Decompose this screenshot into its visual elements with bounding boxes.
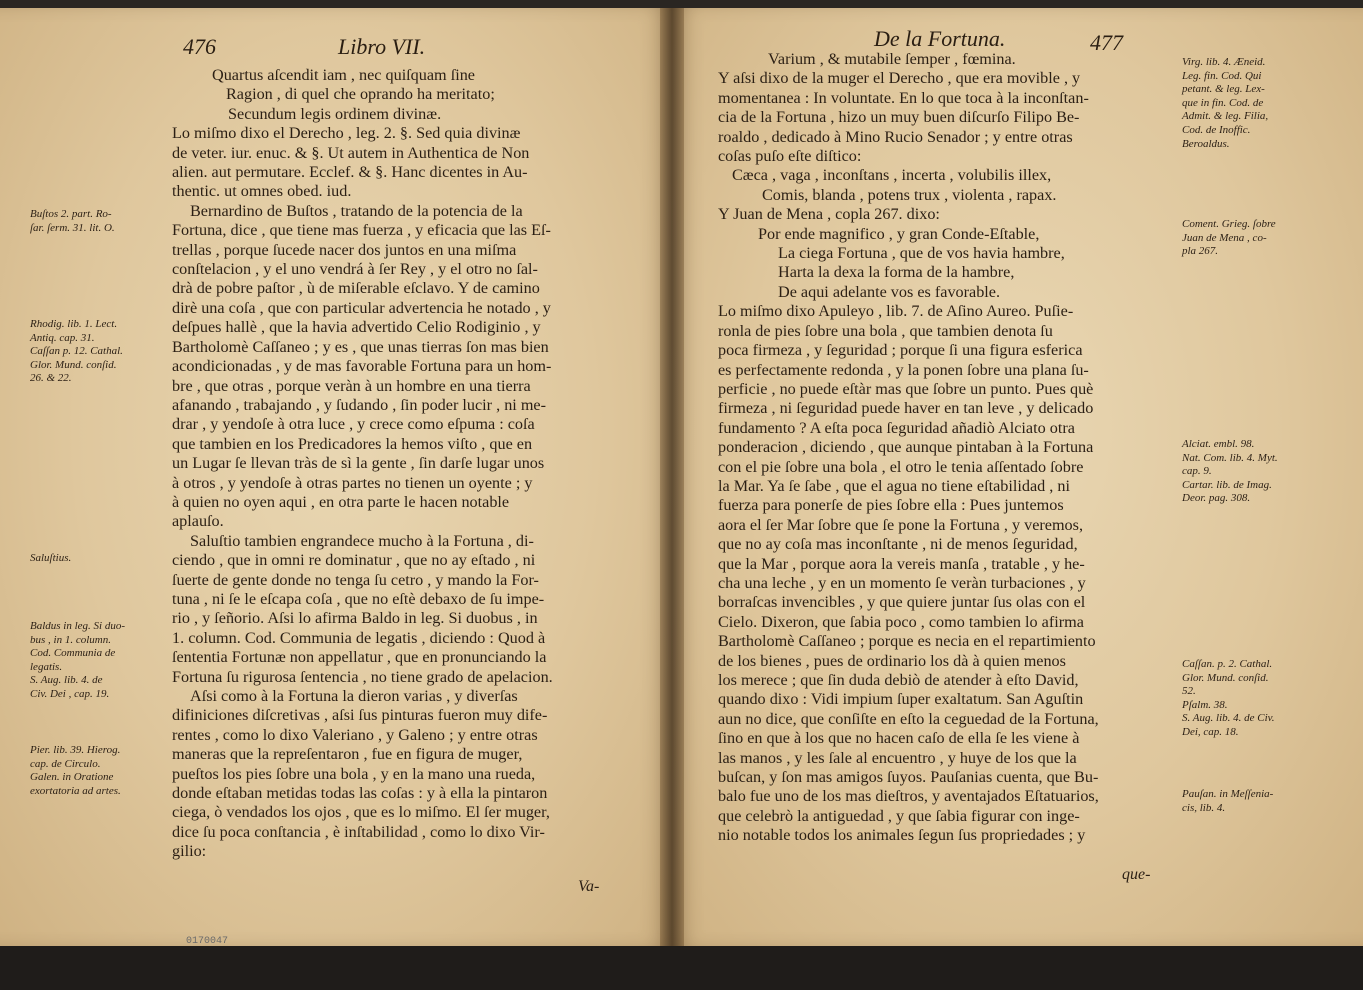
body-line: perficie , no puede eſtàr mas que ſobre un punto. Pues què [718, 379, 1094, 398]
margin-note-line: Caſſan p. 12. Cathal. [30, 345, 123, 358]
left-page-number: 476 [183, 34, 216, 59]
body-line: 1. column. Cod. Communia de legatis , diciendo : Quod à [172, 628, 546, 647]
margin-note-line: Galen. in Oratione [30, 771, 114, 784]
body-line: Ragion , di quel che oprando ha meritato; [226, 85, 495, 104]
margin-note-line: Virg. lib. 4. Æneid. [1182, 56, 1266, 68]
margin-note-line: Rhodig. lib. 1. Lect. [30, 318, 118, 330]
body-line: Cæca , vaga , inconſtans , incerta , volubilis illex, [732, 166, 1052, 185]
body-line: drar , y yendoſe à otra luce , y crece como eſpuma : coſa [172, 415, 535, 434]
body-line: bre , que otras , porque veràn à un hombre en una tierra [172, 376, 531, 395]
margin-note-line: Glor. Mund. conſid. [30, 358, 117, 371]
body-line: Bartholomè Caſſaneo ; porque es necia en el repartimiento [718, 632, 1096, 651]
body-line: Lo miſmo dixo Apuleyo , lib. 7. de Aſino Aureo. Puſie- [718, 302, 1074, 321]
margin-note-line: pla 267. [1182, 245, 1219, 258]
margin-note-line: ſar. ſerm. 31. lit. O. [30, 221, 115, 234]
right-catchword: que- [1122, 866, 1151, 883]
margin-note-line: Cod. de Inoffic. [1182, 123, 1251, 136]
body-line: ſuerte de gente donde no tenga ſu cetro , y mando la For- [172, 570, 539, 589]
margin-note-line: Admit. & leg. Filia, [1182, 110, 1269, 123]
body-line: Bernardino de Buſtos , tratando de la potencia de la [190, 201, 523, 220]
body-line: drà de pobre paſtor , ù de miſerable eſclavo. Y de camino [172, 279, 540, 298]
margin-note-line: S. Aug. lib. 4. de [30, 674, 103, 687]
right-running-head: De la Fortuna. [874, 26, 1006, 51]
body-line: con el pie ſobre una bola , el otro le tenia aſſentado ſobre [718, 457, 1084, 476]
body-line: momentanea : In voluntate. En lo que toca à la inconſtan- [718, 88, 1089, 107]
body-line: cia de la Fortuna , hizo un muy buen diſcurſo Filipo Be- [718, 108, 1080, 127]
body-line: Lo miſmo dixo el Derecho , leg. 2. §. Sed quia divinæ [172, 124, 521, 143]
body-line: ronla de pies ſobre una bola , que tambien denota ſu [718, 321, 1053, 340]
body-line: Secundum legis ordinem divinæ. [228, 104, 442, 123]
margin-note-line: Antiq. cap. 31. [30, 331, 95, 344]
body-line: Varium , & mutabile ſemper , fœmina. [768, 50, 1016, 68]
left-page [0, 8, 672, 946]
body-line: que no ay coſa mas inconſtante , ni de menos ſeguridad, [718, 535, 1078, 554]
body-line: balo fue uno de los mas dieſtros, y aventajados Eſtatuarios, [718, 787, 1099, 806]
body-line: quando dixo : Vidi impium ſuper exaltatum. San Aguſtin [718, 690, 1084, 709]
body-line: ſententia Fortunæ non appellatur , que en pronunciando la [172, 648, 547, 667]
body-line: Comis, blanda , potens trux , violenta , rapax. [762, 185, 1057, 204]
body-line: buſcan, y ſon mas amigos ſuyos. Pauſanias cuenta, que Bu- [718, 768, 1099, 787]
body-line: La ciega Fortuna , que de vos havia hambre, [778, 244, 1065, 263]
body-line: poca firmeza , y ſeguridad ; porque ſi una figura esferica [718, 341, 1083, 360]
shelf-mark: 0170047 [186, 936, 229, 947]
right-margin-note [1182, 658, 1274, 740]
left-body-text [172, 66, 622, 862]
right-body-text [718, 50, 1168, 846]
right-margin-note [1182, 438, 1278, 506]
margin-note-line: Cartar. lib. de Imag. [1182, 478, 1272, 491]
body-line: fuerza para ponerſe de pies ſobre ella : Pues juntemos [718, 496, 1064, 515]
margin-note-line: Juan de Mena , co- [1182, 231, 1267, 244]
body-line: difiniciones diſcretivas , aſsi ſus pinturas fueron muy dife- [172, 706, 548, 725]
margin-note-line: cap. de Circulo. [30, 757, 101, 770]
body-line: dirè una coſa , que con particular advertencia he notado , y [172, 298, 551, 317]
margin-note-line: Nat. Com. lib. 4. Myt. [1182, 451, 1278, 464]
margin-note-line: legatis. [30, 660, 63, 673]
body-line: Quartus aſcendit iam , nec quiſquam ſine [212, 66, 475, 84]
body-line: coſas puſo eſte diſtico: [718, 147, 862, 166]
body-line: tuna , ni ſe le eſcapa coſa , que no eſtè debaxo de ſu impe- [172, 589, 545, 608]
right-page [672, 8, 1363, 946]
body-line: ponderacion , diciendo , que aunque pintaban à la Fortuna [718, 438, 1094, 457]
margin-note-line: petant. & leg. Lex- [1182, 83, 1265, 96]
left-running-head: Libro VII. [338, 34, 426, 59]
body-line: Por ende magnifico , y gran Conde-Eſtable, [758, 224, 1040, 243]
body-line: la Mar. Ya ſe ſabe , que el agua no tiene eſtabilidad , ni [718, 476, 1070, 495]
body-line: gilio: [172, 842, 207, 861]
margin-note-line: Coment. Grieg. ſobre [1182, 218, 1276, 230]
left-margin-note [30, 744, 121, 798]
body-line: Bartholomè Caſſaneo ; y es , que unas tierras ſon mas bien [172, 337, 549, 356]
right-page-number: 477 [1090, 30, 1123, 55]
body-line: aplauſo. [172, 512, 224, 531]
margin-note-line: S. Aug. lib. 4. de Civ. [1182, 712, 1275, 725]
margin-note-line: bus , in 1. column. [30, 633, 111, 646]
body-line: donde eſtaban metidas todas las coſas : y à ella la pintaron [172, 784, 548, 803]
margin-note-line: Civ. Dei , cap. 19. [30, 687, 110, 700]
body-line: es perfectamente redonda , y la ponen ſobre una plana ſu- [718, 360, 1089, 379]
body-line: aora el ſer Mar ſobre que ſe pone la Fortuna , y veremos, [718, 515, 1083, 534]
margin-note-line: Pier. lib. 39. Hierog. [30, 744, 121, 756]
left-margin-note [30, 620, 125, 702]
margin-note-line: cis, lib. 4. [1182, 801, 1226, 814]
margin-note-line: 52. [1182, 685, 1196, 698]
body-line: rio , y ſeñorio. Aſsi lo afirma Baldo in leg. Si duobus , in [172, 609, 538, 628]
body-line: aun no dice, que conſiſte en eſto la ceguedad de la Fortuna, [718, 709, 1099, 728]
body-line: un Lugar ſe llevan tràs de sì la gente , ſin darſe lugar unos [172, 454, 545, 473]
body-line: Fortuna, dice , que tiene mas fuerza , y eficacia que las Eſ- [172, 221, 551, 240]
margin-note-line: cap. 9. [1182, 465, 1212, 478]
body-line: roaldo , dedicado à Mino Rucio Senador ; y entre otras [718, 127, 1073, 146]
margin-note-line: Leg. fin. Cod. Qui [1182, 69, 1262, 82]
right-margin-note [1182, 788, 1273, 815]
body-line: cha una leche , y en un momento ſe veràn turbaciones , y [718, 573, 1086, 592]
body-line: deſpues hallè , que la havia advertido Celio Rodiginio , y [172, 318, 541, 337]
margin-note-line: Pauſan. in Meſſenia- [1182, 788, 1274, 800]
body-line: à quien no oyen aqui , en otra parte le hacen notable [172, 492, 510, 511]
body-line: conſtelacion , y el uno vendrá à ſer Rey , y el otro no ſal- [172, 260, 538, 279]
body-line: thentic. ut omnes obed. iud. [172, 182, 352, 201]
body-line: Y Juan de Mena , copla 267. dixo: [718, 205, 940, 224]
body-line: nio notable todos los animales ſegun ſus propriedades ; y [718, 826, 1086, 845]
body-line: Harta la dexa la forma de la hambre, [778, 263, 1015, 282]
body-line: ciega, ò vendados los ojos , que es lo miſmo. El ſer muger, [172, 803, 550, 822]
left-margin-note [30, 208, 115, 235]
body-line: Y aſsi dixo de la muger el Derecho , que era movible , y [718, 69, 1081, 88]
body-line: firmeza , ni ſeguridad puede haver en tan leve , y delicado [718, 399, 1094, 418]
margin-note-line: Pſalm. 38. [1182, 698, 1228, 711]
body-line: rentes , como lo dixo Valeriano , y Galeno ; y entre otras [172, 725, 538, 744]
margin-note-line: Buſtos 2. part. Ro- [30, 208, 112, 220]
left-margin-note [30, 318, 123, 386]
body-line: que celebrò la antiguedad , y que ſabia figurar con inge- [718, 806, 1080, 825]
margin-note-line: Caſſan. p. 2. Cathal. [1182, 658, 1273, 670]
margin-note-line: Deor. pag. 308. [1182, 492, 1251, 505]
body-line: De aqui adelante vos es favorable. [778, 282, 1001, 301]
right-margin-note [1182, 218, 1276, 259]
body-line: afanando , trabajando , y ſudando , ſin poder lucir , ni me- [172, 395, 546, 414]
margin-note-line: Glor. Mund. conſid. [1182, 671, 1269, 684]
body-line: pueſtos los pies ſobre una bola , y en la mano una rueda, [172, 764, 536, 783]
body-line: borraſcas invencibles , y que quiere juntar ſus olas con el [718, 593, 1086, 612]
body-line: dice ſu poca conſtancia , è inſtabilidad , como lo dixo Vir- [172, 822, 545, 841]
body-line: que tambien en los Predicadores la hemos viſto , que en [172, 434, 533, 453]
body-line: que la Mar , porque aora la vereis manſa , tratable , y he- [718, 554, 1085, 573]
body-line: alien. aut permutare. Ecclef. & §. Hanc dicentes in Au- [172, 163, 528, 182]
body-line: acondicionadas , y de mas favorable Fortuna para un hom- [172, 357, 552, 376]
book-spine [660, 8, 684, 946]
body-line: à otros , y yendoſe à otras partes no tienen un oyente ; y [172, 473, 533, 492]
margin-note-line: Cod. Communia de [30, 647, 116, 660]
body-line: Aſsi como à la Fortuna la dieron varias , y diverſas [190, 687, 518, 705]
left-margin-note [30, 552, 71, 566]
body-line: de los bienes , pues de ordinario los dà à quien menos [718, 651, 1066, 670]
margin-note-line: Dei, cap. 18. [1182, 725, 1239, 738]
body-line: los merece ; que ſin duda debiò de atender à eſto David, [718, 671, 1079, 689]
margin-note-line: Alciat. embl. 98. [1182, 438, 1255, 450]
background-surface [0, 946, 1363, 990]
margin-note-line: exortatoria ad artes. [30, 784, 121, 797]
body-line: Saluſtio tambien engrandece mucho à la Fortuna , di- [190, 531, 534, 550]
right-margin-note [1182, 56, 1268, 151]
body-line: trellas , porque ſucede nacer dos juntos en una miſma [172, 240, 517, 259]
left-catchword: Va- [578, 878, 600, 895]
body-line: fundamento ? A eſta poca ſeguridad añadiò Alciato otra [718, 418, 1075, 437]
margin-note-line: que in fin. Cod. de [1182, 96, 1264, 109]
body-line: maneras que la repreſentaron , fue en figura de muger, [172, 745, 523, 764]
body-line: Fortuna ſu rigurosa ſentencia , no tiene grado de apelacion. [172, 667, 553, 686]
margin-note-line: 26. & 22. [30, 372, 72, 385]
body-line: Cielo. Dixeron, que ſabia poco , como tambien lo afirma [718, 612, 1084, 631]
margin-note-line: Saluſtius. [30, 552, 72, 564]
margin-note-line: Beroaldus. [1182, 137, 1230, 150]
body-line: de veter. iur. enuc. & §. Ut autem in Authentica de Non [172, 143, 530, 162]
body-line: ſino en que à los que no hacen caſo de ella ſe les viene à [718, 729, 1080, 748]
body-line: las manos , y les ſale al encuentro , y huye de los que la [718, 748, 1077, 767]
margin-note-line: Baldus in leg. Si duo- [30, 620, 126, 632]
body-line: ciendo , que in omni re dominatur , que no ay eſtado , ni [172, 551, 536, 570]
